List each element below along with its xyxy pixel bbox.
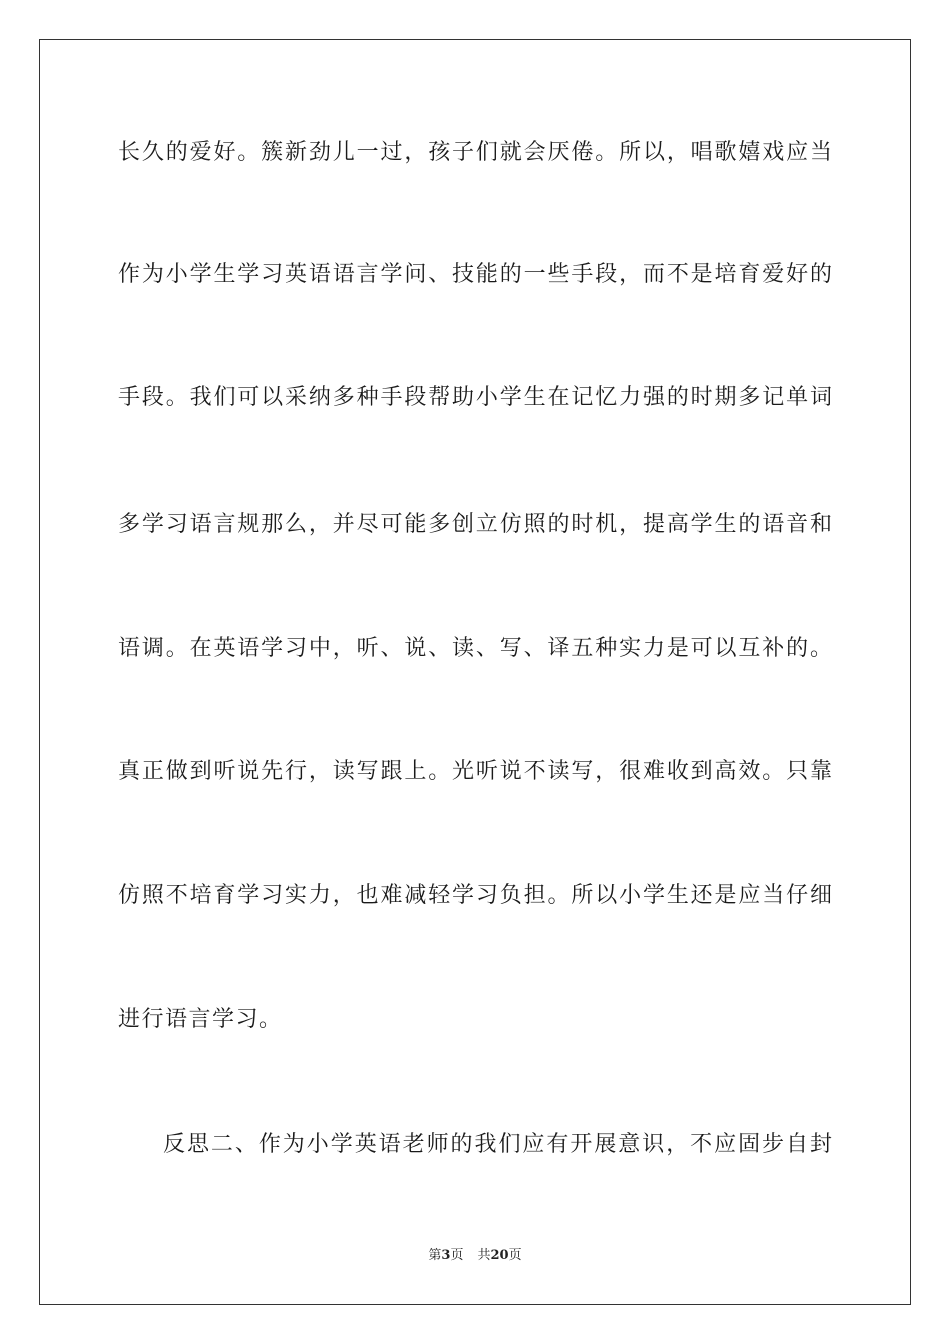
body-text-line-8: 进行语言学习。 <box>118 1007 283 1032</box>
page-footer <box>0 1248 950 1264</box>
total-prefix: 共 <box>477 1248 491 1263</box>
page-border <box>39 39 911 1305</box>
body-text-line-5: 语调。在英语学习中，听、说、读、写、译五种实力是可以互补的。 <box>118 636 832 661</box>
body-text-line-2: 作为小学生学习英语语言学问、技能的一些手段，而不是培育爱好的 <box>118 262 832 287</box>
total-suffix: 页 <box>508 1248 522 1263</box>
body-text-line-1: 长久的爱好。簇新劲儿一过，孩子们就会厌倦。所以，唱歌嬉戏应当 <box>118 140 832 165</box>
page-prefix: 第 <box>428 1248 442 1263</box>
body-text-line-4: 多学习语言规那么，并尽可能多创立仿照的时机，提高学生的语音和 <box>118 512 832 537</box>
total-pages: 20 <box>490 1248 509 1263</box>
body-text-line-6: 真正做到听说先行，读写跟上。光听说不读写，很难收到高效。只靠 <box>118 759 832 784</box>
paragraph-start-line: 反思二、作为小学英语老师的我们应有开展意识，不应固步自封 <box>163 1132 832 1157</box>
body-text-line-7: 仿照不培育学习实力，也难减轻学习负担。所以小学生还是应当仔细 <box>118 883 832 908</box>
body-text-line-3: 手段。我们可以采纳多种手段帮助小学生在记忆力强的时期多记单词 <box>118 385 832 410</box>
page-number: 3 <box>441 1248 451 1263</box>
page-suffix: 页 <box>450 1248 464 1263</box>
